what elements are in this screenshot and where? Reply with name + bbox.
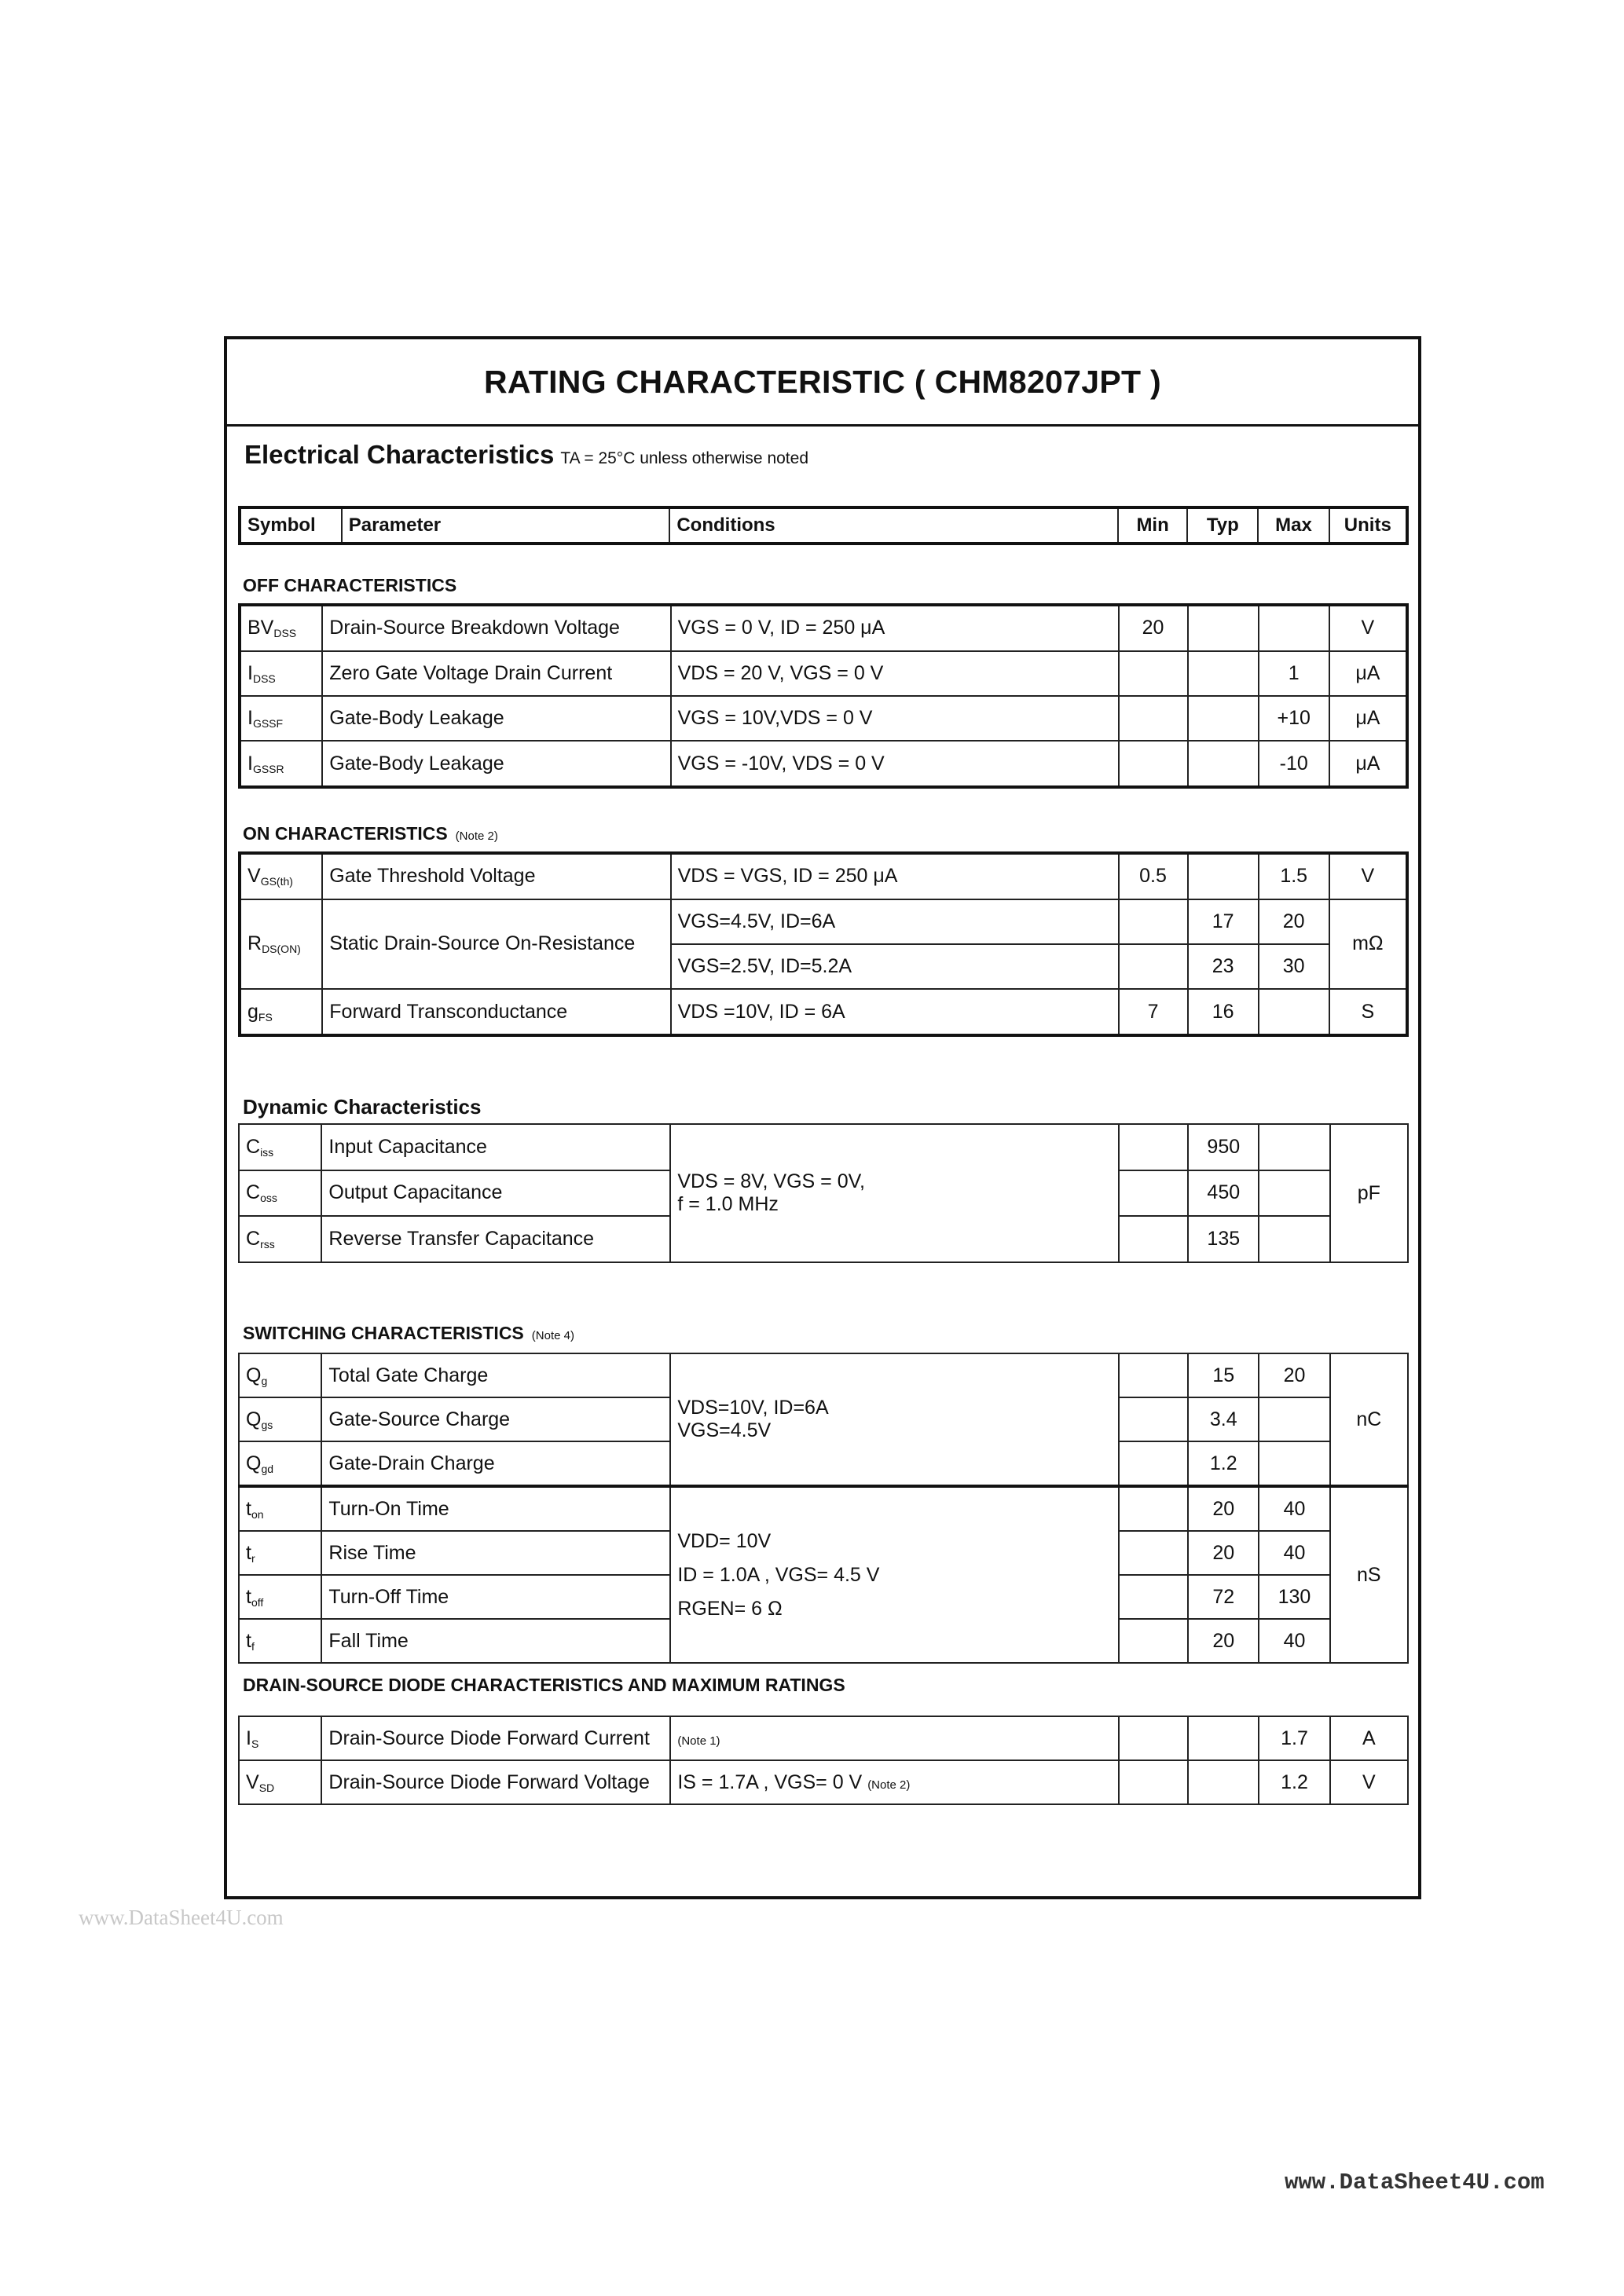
- condition-cell: VGS = -10V, VDS = 0 V: [671, 741, 1119, 787]
- off-characteristics-label: [243, 575, 456, 596]
- table-row: [240, 651, 1407, 696]
- col-typ: Typ: [1187, 507, 1258, 544]
- min-cell: [1119, 651, 1188, 696]
- table-row: [239, 1716, 1408, 1760]
- condition-cell: VGS = 10V,VDS = 0 V: [671, 696, 1119, 741]
- table-row: [240, 899, 1407, 944]
- symbol-cell: [239, 1531, 321, 1575]
- symbol-sub: f: [251, 1639, 255, 1653]
- max-cell: 40: [1259, 1619, 1329, 1663]
- min-cell: [1119, 1531, 1188, 1575]
- symbol-cell: [239, 1619, 321, 1663]
- symbol: C: [246, 1228, 261, 1251]
- max-cell: 130: [1259, 1575, 1329, 1619]
- symbol: C: [246, 1135, 261, 1158]
- parameter-cell: Gate-Drain Charge: [321, 1441, 670, 1486]
- min-cell: [1119, 696, 1188, 741]
- condition-cell: [670, 1760, 1119, 1804]
- max-cell: [1259, 1216, 1329, 1262]
- typ-cell: 20: [1188, 1619, 1259, 1663]
- symbol: t: [246, 1497, 251, 1520]
- symbol-cell: [240, 989, 322, 1035]
- datasheet-frame: [224, 336, 1421, 1899]
- symbol-sub: r: [251, 1551, 255, 1565]
- condition-cell: [670, 1486, 1119, 1663]
- symbol: I: [247, 707, 253, 730]
- parameter-cell: Rise Time: [321, 1531, 670, 1575]
- col-max: Max: [1258, 507, 1329, 544]
- title-bar: [227, 339, 1418, 427]
- col-symbol: Symbol: [240, 507, 342, 544]
- switching-characteristics-label: [243, 1323, 574, 1344]
- switching-label-text: SWITCHING CHARACTERISTICS: [243, 1323, 524, 1343]
- min-cell: [1119, 1760, 1188, 1804]
- symbol-sub: GS(th): [260, 875, 293, 888]
- units-cell: mΩ: [1329, 899, 1407, 990]
- condition-cell: VGS = 0 V, ID = 250 μA: [671, 605, 1119, 651]
- dynamic-characteristics-label: [243, 1095, 481, 1119]
- symbol-cell: [240, 605, 322, 651]
- max-cell: 30: [1259, 944, 1329, 989]
- min-cell: 20: [1119, 605, 1188, 651]
- symbol-sub: FS: [258, 1010, 273, 1023]
- min-cell: [1119, 1441, 1188, 1486]
- min-cell: [1119, 1353, 1188, 1397]
- on-label-text: ON CHARACTERISTICS: [243, 823, 448, 844]
- parameter-cell: Gate Threshold Voltage: [322, 853, 670, 899]
- symbol: t: [246, 1585, 251, 1608]
- off-characteristics-table: [238, 603, 1409, 789]
- diode-label-text: DRAIN-SOURCE DIODE CHARACTERISTICS AND MAXIMUM RATINGS: [243, 1675, 845, 1695]
- table-row: [240, 605, 1407, 651]
- symbol: BV: [247, 617, 274, 639]
- typ-cell: 72: [1188, 1575, 1259, 1619]
- typ-cell: 20: [1188, 1531, 1259, 1575]
- min-cell: 0.5: [1119, 853, 1188, 899]
- dynamic-label-text: Dynamic Characteristics: [243, 1095, 482, 1119]
- typ-cell: 3.4: [1188, 1397, 1259, 1441]
- symbol-sub: iss: [260, 1145, 274, 1159]
- condition-cell: VDS = 20 V, VGS = 0 V: [671, 651, 1119, 696]
- on-note: (Note 2): [455, 829, 498, 843]
- switching-characteristics-table: [238, 1353, 1409, 1664]
- min-cell: [1119, 1216, 1188, 1262]
- min-cell: [1119, 1619, 1188, 1663]
- ec-title: Electrical Characteristics: [244, 440, 555, 469]
- min-cell: [1119, 1486, 1188, 1531]
- symbol-sub: gs: [261, 1418, 273, 1431]
- typ-cell: [1188, 651, 1259, 696]
- parameter-cell: Input Capacitance: [321, 1124, 670, 1170]
- min-cell: [1119, 1124, 1188, 1170]
- units-cell: nC: [1330, 1353, 1408, 1486]
- min-cell: [1119, 1575, 1188, 1619]
- typ-cell: [1188, 605, 1259, 651]
- parameter-cell: Drain-Source Diode Forward Current: [321, 1716, 670, 1760]
- typ-cell: [1188, 696, 1259, 741]
- parameter-cell: Forward Transconductance: [322, 989, 670, 1035]
- units-cell: μA: [1329, 696, 1407, 741]
- symbol: Q: [246, 1364, 262, 1386]
- symbol-cell: [239, 1124, 321, 1170]
- time-condition-3: RGEN= 6 Ω: [677, 1597, 783, 1620]
- watermark-right[interactable]: www.DataSheet4U.com: [1285, 2170, 1545, 2195]
- max-cell: 40: [1259, 1486, 1329, 1531]
- units-cell: V: [1329, 605, 1407, 651]
- max-cell: +10: [1259, 696, 1329, 741]
- max-cell: [1259, 1441, 1329, 1486]
- typ-cell: 135: [1188, 1216, 1259, 1262]
- symbol-cell: [240, 899, 322, 990]
- symbol-cell: [240, 651, 322, 696]
- min-cell: [1119, 1170, 1188, 1217]
- symbol: V: [246, 1771, 259, 1793]
- units-cell: μA: [1329, 741, 1407, 787]
- symbol-cell: [239, 1397, 321, 1441]
- typ-cell: [1188, 741, 1259, 787]
- symbol-sub: rss: [260, 1238, 275, 1251]
- max-cell: 20: [1259, 1353, 1329, 1397]
- symbol-sub: DSS: [273, 627, 297, 640]
- dynamic-condition-1: VDS = 8V, VGS = 0V,: [677, 1170, 865, 1192]
- typ-cell: 16: [1188, 989, 1259, 1035]
- symbol-sub: GSSF: [252, 717, 284, 731]
- col-units: Units: [1329, 507, 1407, 544]
- parameter-cell: Drain-Source Diode Forward Voltage: [321, 1760, 670, 1804]
- max-cell: 1: [1259, 651, 1329, 696]
- table-row: [239, 1486, 1408, 1531]
- max-cell: [1259, 989, 1329, 1035]
- typ-cell: [1188, 853, 1259, 899]
- units-cell: nS: [1330, 1486, 1408, 1663]
- col-min: Min: [1118, 507, 1187, 544]
- column-header-table: [238, 506, 1409, 545]
- page-title: RATING CHARACTERISTIC ( CHM8207JPT ): [484, 363, 1161, 400]
- symbol: I: [247, 752, 253, 774]
- condition-text: IS = 1.7A , VGS= 0 V: [677, 1771, 863, 1793]
- condition-cell: [670, 1716, 1119, 1760]
- switching-note: (Note 4): [531, 1329, 574, 1342]
- condition-cell: VDS =10V, ID = 6A: [671, 989, 1119, 1035]
- units-cell: S: [1329, 989, 1407, 1035]
- diode-characteristics-table: [238, 1716, 1409, 1805]
- diode-characteristics-label: [243, 1675, 845, 1696]
- typ-cell: 15: [1188, 1353, 1259, 1397]
- symbol-cell: [240, 741, 322, 787]
- table-row: [240, 696, 1407, 741]
- typ-cell: 950: [1188, 1124, 1259, 1170]
- parameter-cell: Static Drain-Source On-Resistance: [322, 899, 670, 990]
- typ-cell: 20: [1188, 1486, 1259, 1531]
- col-conditions: Conditions: [669, 507, 1118, 544]
- parameter-cell: Fall Time: [321, 1619, 670, 1663]
- on-characteristics-label: [243, 823, 498, 844]
- dynamic-condition-2: f = 1.0 MHz: [677, 1193, 779, 1215]
- parameter-cell: Gate-Body Leakage: [322, 741, 670, 787]
- symbol-cell: [239, 1353, 321, 1397]
- condition-note: (Note 2): [867, 1778, 911, 1792]
- min-cell: [1119, 741, 1188, 787]
- on-characteristics-table: [238, 851, 1409, 1037]
- max-cell: [1259, 1170, 1329, 1217]
- typ-cell: 17: [1188, 899, 1259, 944]
- max-cell: 20: [1259, 899, 1329, 944]
- symbol: t: [246, 1629, 251, 1652]
- symbol-cell: [239, 1486, 321, 1531]
- condition-cell: [670, 1124, 1119, 1262]
- table-row: [239, 1353, 1408, 1397]
- off-label-text: OFF CHARACTERISTICS: [243, 575, 457, 595]
- table-row: [240, 989, 1407, 1035]
- dynamic-characteristics-table: [238, 1123, 1409, 1263]
- max-cell: -10: [1259, 741, 1329, 787]
- symbol-cell: [239, 1575, 321, 1619]
- gate-condition-1: VDS=10V, ID=6A: [677, 1397, 829, 1419]
- symbol: Q: [246, 1452, 262, 1474]
- units-cell: A: [1330, 1716, 1408, 1760]
- symbol-sub: oss: [260, 1192, 277, 1205]
- parameter-cell: Turn-On Time: [321, 1486, 670, 1531]
- typ-cell: [1188, 1716, 1259, 1760]
- units-cell: μA: [1329, 651, 1407, 696]
- table-row: [239, 1760, 1408, 1804]
- electrical-characteristics-heading: [244, 440, 808, 470]
- symbol-cell: [239, 1170, 321, 1217]
- units-cell: V: [1330, 1760, 1408, 1804]
- gate-condition-2: VGS=4.5V: [677, 1419, 772, 1441]
- parameter-cell: Gate-Body Leakage: [322, 696, 670, 741]
- symbol-sub: S: [251, 1737, 259, 1750]
- time-condition-1: VDD= 10V: [677, 1529, 772, 1552]
- symbol-cell: [239, 1441, 321, 1486]
- max-cell: 1.7: [1259, 1716, 1329, 1760]
- condition-note: (Note 1): [677, 1734, 720, 1748]
- symbol-sub: off: [251, 1595, 264, 1609]
- max-cell: [1259, 605, 1329, 651]
- symbol: I: [246, 1727, 251, 1749]
- min-cell: [1119, 1716, 1188, 1760]
- max-cell: [1259, 1124, 1329, 1170]
- symbol: g: [247, 1000, 258, 1023]
- min-cell: 7: [1119, 989, 1188, 1035]
- parameter-cell: Output Capacitance: [321, 1170, 670, 1217]
- symbol: I: [247, 661, 253, 684]
- min-cell: [1119, 944, 1188, 989]
- units-cell: pF: [1330, 1124, 1408, 1262]
- symbol-cell: [239, 1216, 321, 1262]
- units-cell: V: [1329, 853, 1407, 899]
- time-condition-2: ID = 1.0A , VGS= 4.5 V: [677, 1563, 880, 1586]
- col-parameter: Parameter: [342, 507, 670, 544]
- max-cell: 1.2: [1259, 1760, 1329, 1804]
- symbol: R: [247, 932, 262, 955]
- condition-cell: VGS=2.5V, ID=5.2A: [671, 944, 1119, 989]
- condition-cell: [670, 1353, 1119, 1486]
- symbol: V: [247, 865, 261, 888]
- max-cell: [1259, 1397, 1329, 1441]
- min-cell: [1119, 1397, 1188, 1441]
- condition-cell: VDS = VGS, ID = 250 μA: [671, 853, 1119, 899]
- table-row: [240, 741, 1407, 787]
- typ-cell: [1188, 1760, 1259, 1804]
- max-cell: 40: [1259, 1531, 1329, 1575]
- parameter-cell: Total Gate Charge: [321, 1353, 670, 1397]
- typ-cell: 23: [1188, 944, 1259, 989]
- table-row: [239, 1124, 1408, 1170]
- condition-cell: VGS=4.5V, ID=6A: [671, 899, 1119, 944]
- symbol-sub: DS(ON): [262, 943, 301, 956]
- symbol-sub: gd: [261, 1462, 274, 1475]
- symbol-sub: g: [261, 1374, 268, 1387]
- symbol-sub: DSS: [252, 672, 276, 685]
- parameter-cell: Drain-Source Breakdown Voltage: [322, 605, 670, 651]
- symbol-cell: [240, 696, 322, 741]
- symbol-cell: [240, 853, 322, 899]
- symbol-cell: [239, 1760, 321, 1804]
- parameter-cell: Reverse Transfer Capacitance: [321, 1216, 670, 1262]
- min-cell: [1119, 899, 1188, 944]
- symbol: Q: [246, 1408, 262, 1430]
- max-cell: 1.5: [1259, 853, 1329, 899]
- symbol: C: [246, 1181, 261, 1204]
- parameter-cell: Gate-Source Charge: [321, 1397, 670, 1441]
- typ-cell: 1.2: [1188, 1441, 1259, 1486]
- table-row: [240, 853, 1407, 899]
- ec-note: TA = 25°C unless otherwise noted: [560, 449, 808, 467]
- symbol-cell: [239, 1716, 321, 1760]
- parameter-cell: Zero Gate Voltage Drain Current: [322, 651, 670, 696]
- symbol-sub: GSSR: [252, 762, 284, 775]
- typ-cell: 450: [1188, 1170, 1259, 1217]
- parameter-cell: Turn-Off Time: [321, 1575, 670, 1619]
- symbol-sub: on: [251, 1507, 264, 1521]
- symbol: t: [246, 1541, 251, 1564]
- watermark-left[interactable]: www.DataSheet4U.com: [79, 1906, 284, 1929]
- symbol-sub: SD: [258, 1781, 275, 1794]
